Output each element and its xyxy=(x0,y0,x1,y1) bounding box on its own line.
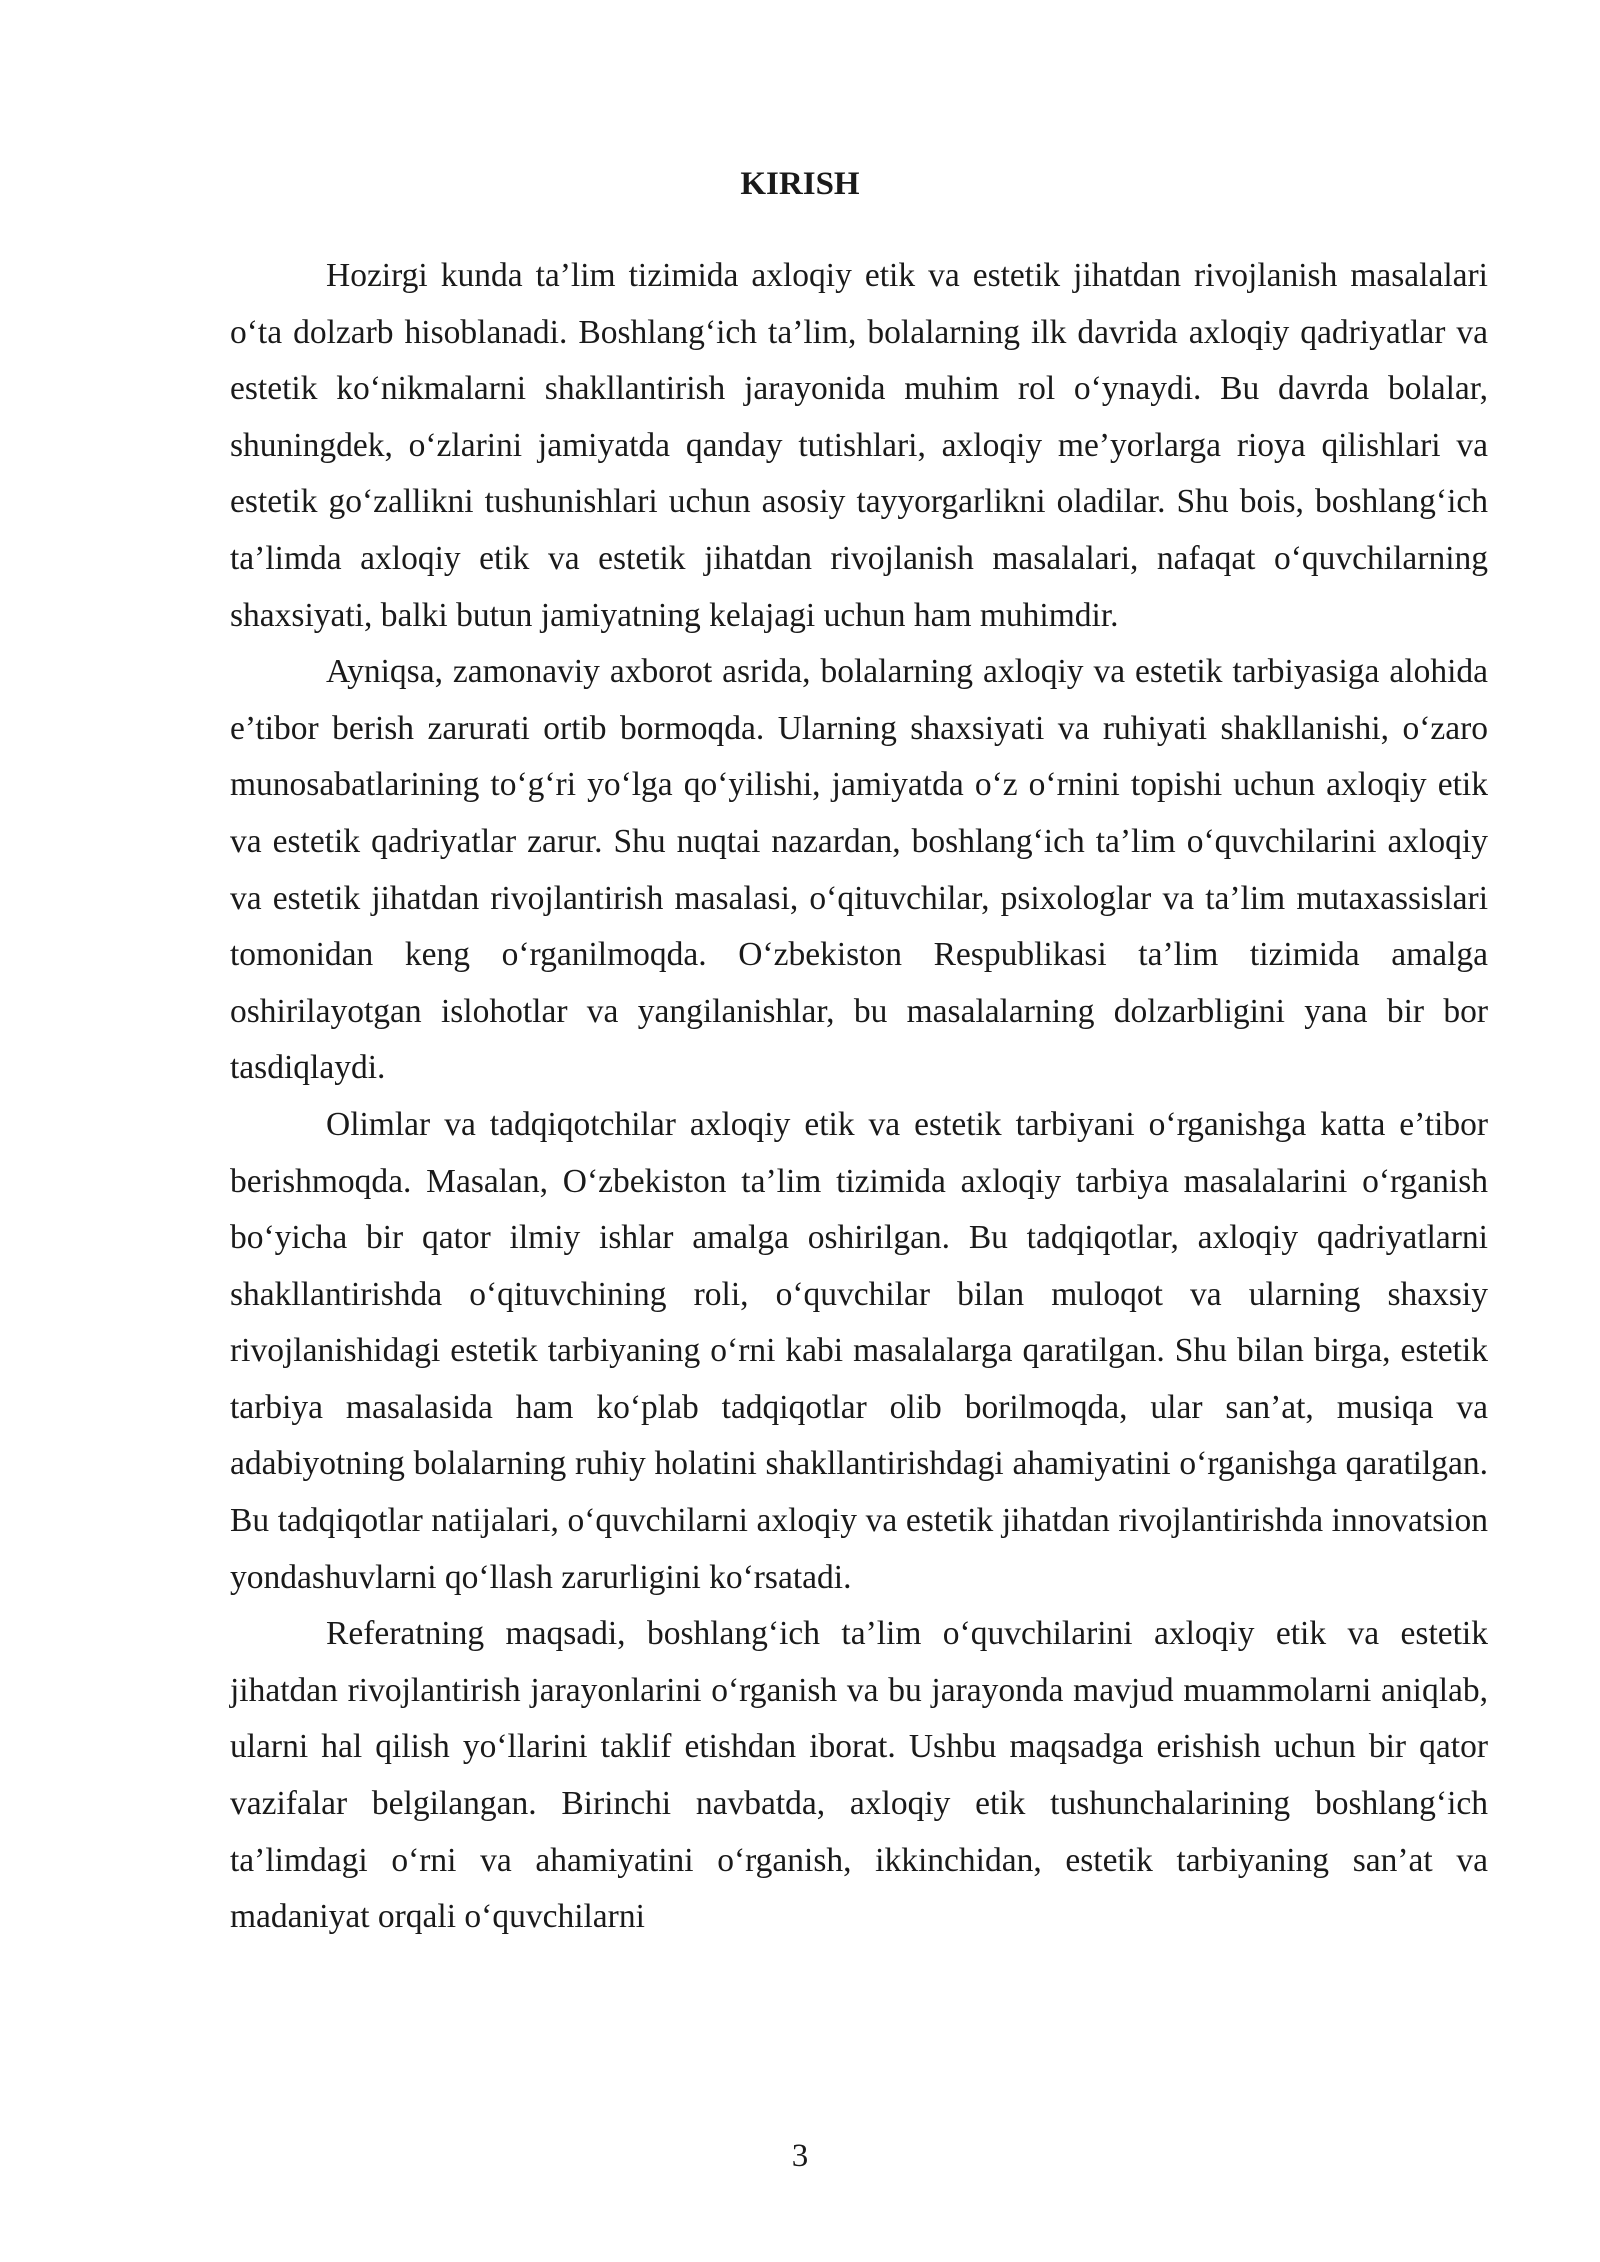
page-number: 3 xyxy=(791,2138,809,2174)
body-text xyxy=(230,248,1488,1946)
paragraph-1: Hozirgi kunda ta’lim tizimida axloqiy etik va estetik jihatdan rivojlanish masalalari o‘ta dolzarb hisoblanadi. Boshlang‘ich ta’lim, bolalarning ilk davrida axloqiy qadriyatlar va estetik ko‘nikmalarni shakllantirish jarayonida muhim rol o‘ynaydi. Bu davrda bolalar, shuningdek, o‘zlarini jamiyatda qanday tutishlari, axloqiy me’yorlarga rioya qilishlari va estetik go‘zallikni tushunishlari uchun asosiy tayyorgarlikni oladilar. Shu bois, boshlang‘ich ta’limda axloqiy etik va estetik jihatdan rivojlanish masalalari, nafaqat o‘quvchilarning shaxsiyati, balki butun jamiyatning kelajagi uchun ham muhimdir. xyxy=(230,257,1488,634)
paragraph-3: Olimlar va tadqiqotchilar axloqiy etik va estetik tarbiyani o‘rganishga katta e’tibor berishmoqda. Masalan, O‘zbekiston ta’lim tizimida axloqiy tarbiya masalalarini o‘rganish bo‘yicha bir qator ilmiy ishlar amalga oshirilgan. Bu tadqiqotlar, axloqiy qadriyatlarni shakllantirishda o‘qituvchining roli, o‘quvchilar bilan muloqot va ularning shaxsiy rivojlanishidagi estetik tarbiyaning o‘rni kabi masalalarga qaratilgan. Shu bilan birga, estetik tarbiya masalasida ham ko‘plab tadqiqotlar olib borilmoqda, ular san’at, musiqa va adabiyotning bolalarning ruhiy holatini shakllantirishdagi ahamiyatini o‘rganishga qaratilgan. Bu tadqiqotlar natijalari, o‘quvchilarni axloqiy va estetik jihatdan rivojlantirishda innovatsion yondashuvlarni qo‘llash zarurligini ko‘rsatadi. xyxy=(230,1105,1488,1596)
paragraph-2: Ayniqsa, zamonaviy axborot asrida, bolalarning axloqiy va estetik tarbiyasiga alohida e’tibor berish zarurati ortib bormoqda. Ularning shaxsiyati va ruhiyati shakllanishi, o‘zaro munosabatlarining to‘g‘ri yo‘lga qo‘yilishi, jamiyatda o‘z o‘rnini topishi uchun axloqiy etik va estetik qadriyatlar zarur. Shu nuqtai nazardan, boshlang‘ich ta’lim o‘quvchilarini axloqiy va estetik jihatdan rivojlantirish masalasi, o‘qituvchilar, psixologlar va ta’lim mutaxassislari tomonidan keng o‘rganilmoqda. O‘zbekiston Respublikasi ta’lim tizimida amalga oshirilayotgan islohotlar va yangilanishlar, bu masalalarning dolzarbligini yana bir bor tasdiqlaydi. xyxy=(230,653,1488,1087)
paragraph-4: Referatning maqsadi, boshlang‘ich ta’lim o‘quvchilarini axloqiy etik va estetik jihatdan rivojlantirish jarayonlarini o‘rganish va bu jarayonda mavjud muammolarni aniqlab, ularni hal qilish yo‘llarini taklif etishdan iborat. Ushbu maqsadga erishish uchun bir qator vazifalar belgilangan. Birinchi navbatda, axloqiy etik tushunchalarining boshlang‘ich ta’limdagi o‘rni va ahamiyatini o‘rganish, ikkinchidan, estetik tarbiyaning san’at va madaniyat orqali o‘quvchilarni xyxy=(230,1615,1488,1936)
section-title: KIRISH xyxy=(740,166,860,202)
